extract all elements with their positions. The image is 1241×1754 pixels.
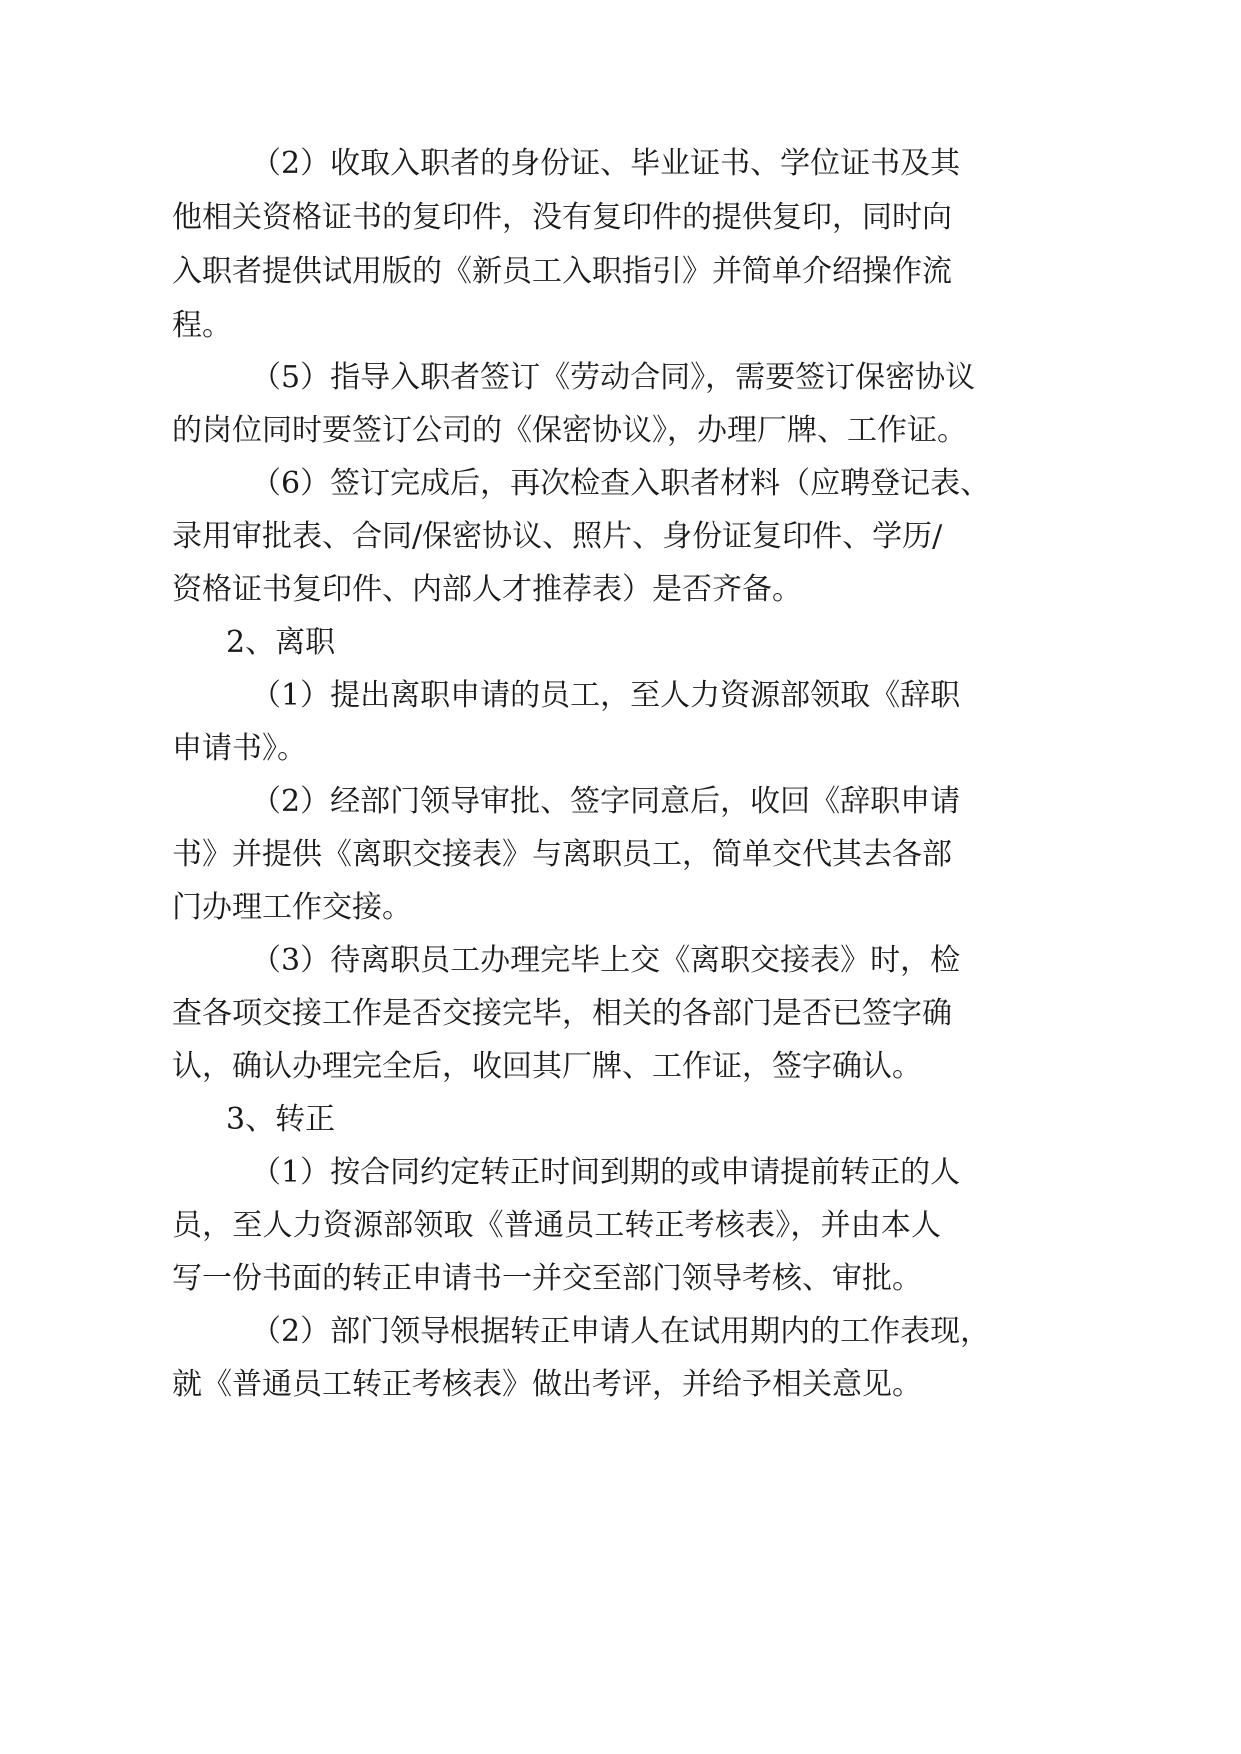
section-heading: 2、离职 bbox=[226, 625, 336, 660]
paragraph-line: 录用审批表、合同/保密协议、照片、身份证复印件、学历/ bbox=[172, 519, 943, 554]
paragraph-line: （2）部门领导根据转正申请人在试用期内的工作表现， bbox=[251, 1314, 991, 1349]
paragraph-line: 认，确认办理完全后，收回其厂牌、工作证，签字确认。 bbox=[172, 1049, 922, 1084]
paragraph-line: （3）待离职员工办理完毕上交《离职交接表》时，检 bbox=[251, 943, 961, 978]
paragraph-line: 门办理工作交接。 bbox=[172, 890, 412, 925]
paragraph-line: （1）提出离职申请的员工，至人力资源部领取《辞职 bbox=[251, 678, 961, 713]
paragraph-line: （6）签订完成后，再次检查入职者材料（应聘登记表、 bbox=[251, 466, 991, 501]
paragraph-line: 的岗位同时要签订公司的《保密协议》，办理厂牌、工作证。 bbox=[172, 413, 967, 448]
paragraph-line: 程。 bbox=[172, 308, 232, 343]
paragraph-line: （5）指导入职者签订《劳动合同》，需要签订保密协议 bbox=[251, 360, 976, 395]
paragraph-line: （2）经部门领导审批、签字同意后，收回《辞职申请 bbox=[251, 784, 961, 819]
paragraph-line: 他相关资格证书的复印件，没有复印件的提供复印，同时向 bbox=[172, 200, 952, 235]
paragraph-line: （1）按合同约定转正时间到期的或申请提前转正的人 bbox=[251, 1155, 961, 1190]
paragraph-line: （2）收取入职者的身份证、毕业证书、学位证书及其 bbox=[251, 146, 961, 181]
paragraph-line: 入职者提供试用版的《新员工入职指引》并简单介绍操作流 bbox=[172, 254, 952, 289]
paragraph-line: 书》并提供《离职交接表》与离职员工，简单交代其去各部 bbox=[172, 837, 952, 872]
section-heading: 3、转正 bbox=[226, 1102, 336, 1137]
paragraph-line: 申请书》。 bbox=[172, 731, 307, 766]
paragraph-line: 员，至人力资源部领取《普通员工转正考核表》，并由本人 bbox=[172, 1208, 941, 1243]
paragraph-line: 查各项交接工作是否交接完毕，相关的各部门是否已签字确 bbox=[172, 996, 952, 1031]
paragraph-line: 资格证书复印件、内部人才推荐表）是否齐备。 bbox=[172, 572, 802, 607]
paragraph-line: 写一份书面的转正申请书一并交至部门领导考核、审批。 bbox=[172, 1261, 922, 1296]
paragraph-line: 就《普通员工转正考核表》做出考评，并给予相关意见。 bbox=[172, 1367, 922, 1402]
